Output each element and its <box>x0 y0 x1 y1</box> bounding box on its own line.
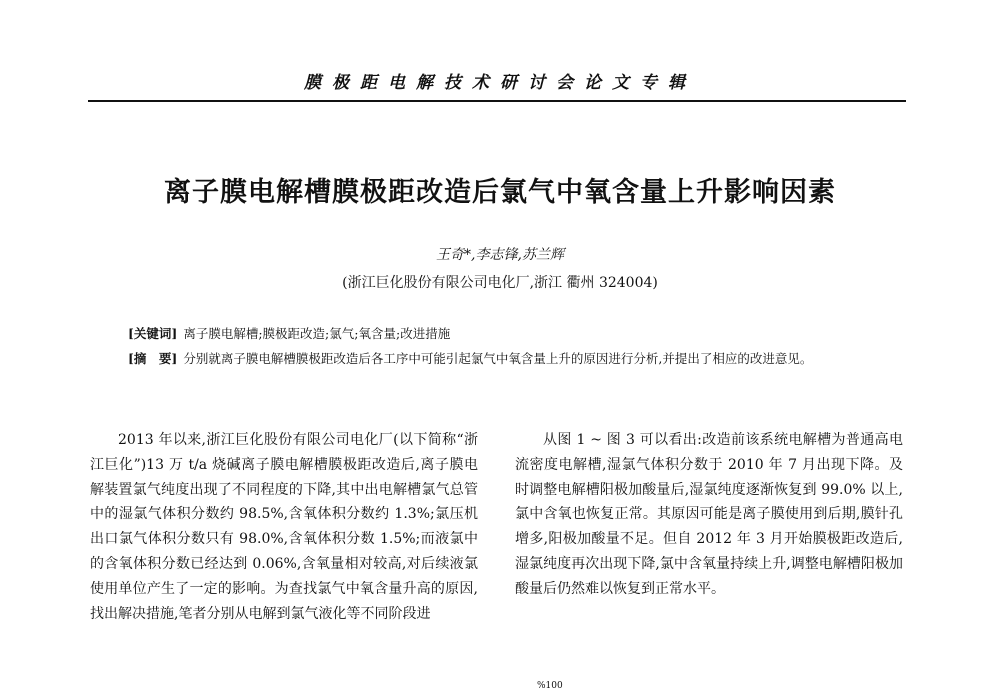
keywords-label: [关键词] <box>128 326 178 341</box>
figure-axis-fragment: %100 <box>537 681 563 691</box>
body-column-right <box>515 428 903 602</box>
body-paragraph-right: 从图 1 ~ 图 3 可以看出:改造前该系统电解槽为普通高电流密度电解槽,湿氯气体积分数于 2010 年 7 月出现下降。及时调整电解槽阳极加酸量后,湿氯纯度逐渐恢复到 99.0% 以上,氯中含氧也恢复正常。其原因可能是离子膜使用到后期,膜针孔增多,阳极加酸量不足。但自 2012 年 3 月开始膜极距改造后,湿氯纯度再次出现下降,氯中含氧量持续上升,调整电解槽阳极加酸量后仍然难以恢复到正常水平。 <box>515 432 903 597</box>
article-affiliation: (浙江巨化股份有限公司电化厂,浙江 衢州 324004) <box>342 275 658 291</box>
keywords-section <box>128 323 898 345</box>
keywords-text: 离子膜电解槽;膜极距改造;氯气;氧含量;改进措施 <box>183 326 451 341</box>
journal-header: 膜极距电解技术研讨会论文专辑 <box>304 73 696 93</box>
article-title: 离子膜电解槽膜极距改造后氯气中氧含量上升影响因素 <box>164 177 836 208</box>
article-authors: 王奇*,李志锋,苏兰辉 <box>436 247 564 263</box>
body-paragraph-left: 2013 年以来,浙江巨化股份有限公司电化厂(以下简称“浙江巨化”)13 万 t/a 烧碱离子膜电解槽膜极距改造后,离子膜电解装置氯气纯度出现了不同程度的下降,其中出电解槽氯气总管中的湿氯气体积分数约 98.5%,含氧体积分数约 1.3%;氯压机出口氯气体积分数只有 98.0%,含氧体积分数 1.5%;而液氯中的含氧体积分数已经达到 0.06%,含氧量相对较高,对后续液氯使用单位产生了一定的影响。为查找氯气中氧含量升高的原因,找出解决措施,笔者分别从电解到氯气液化等不同阶段进 <box>90 432 478 622</box>
header-rule <box>88 100 906 102</box>
abstract-section <box>128 348 898 370</box>
body-column-left <box>90 428 478 626</box>
abstract-text: 分别就离子膜电解槽膜极距改造后各工序中可能引起氯气中氧含量上升的原因进行分析,并提出了相应的改进意见。 <box>183 351 813 366</box>
abstract-label: [摘 要] <box>128 351 178 366</box>
